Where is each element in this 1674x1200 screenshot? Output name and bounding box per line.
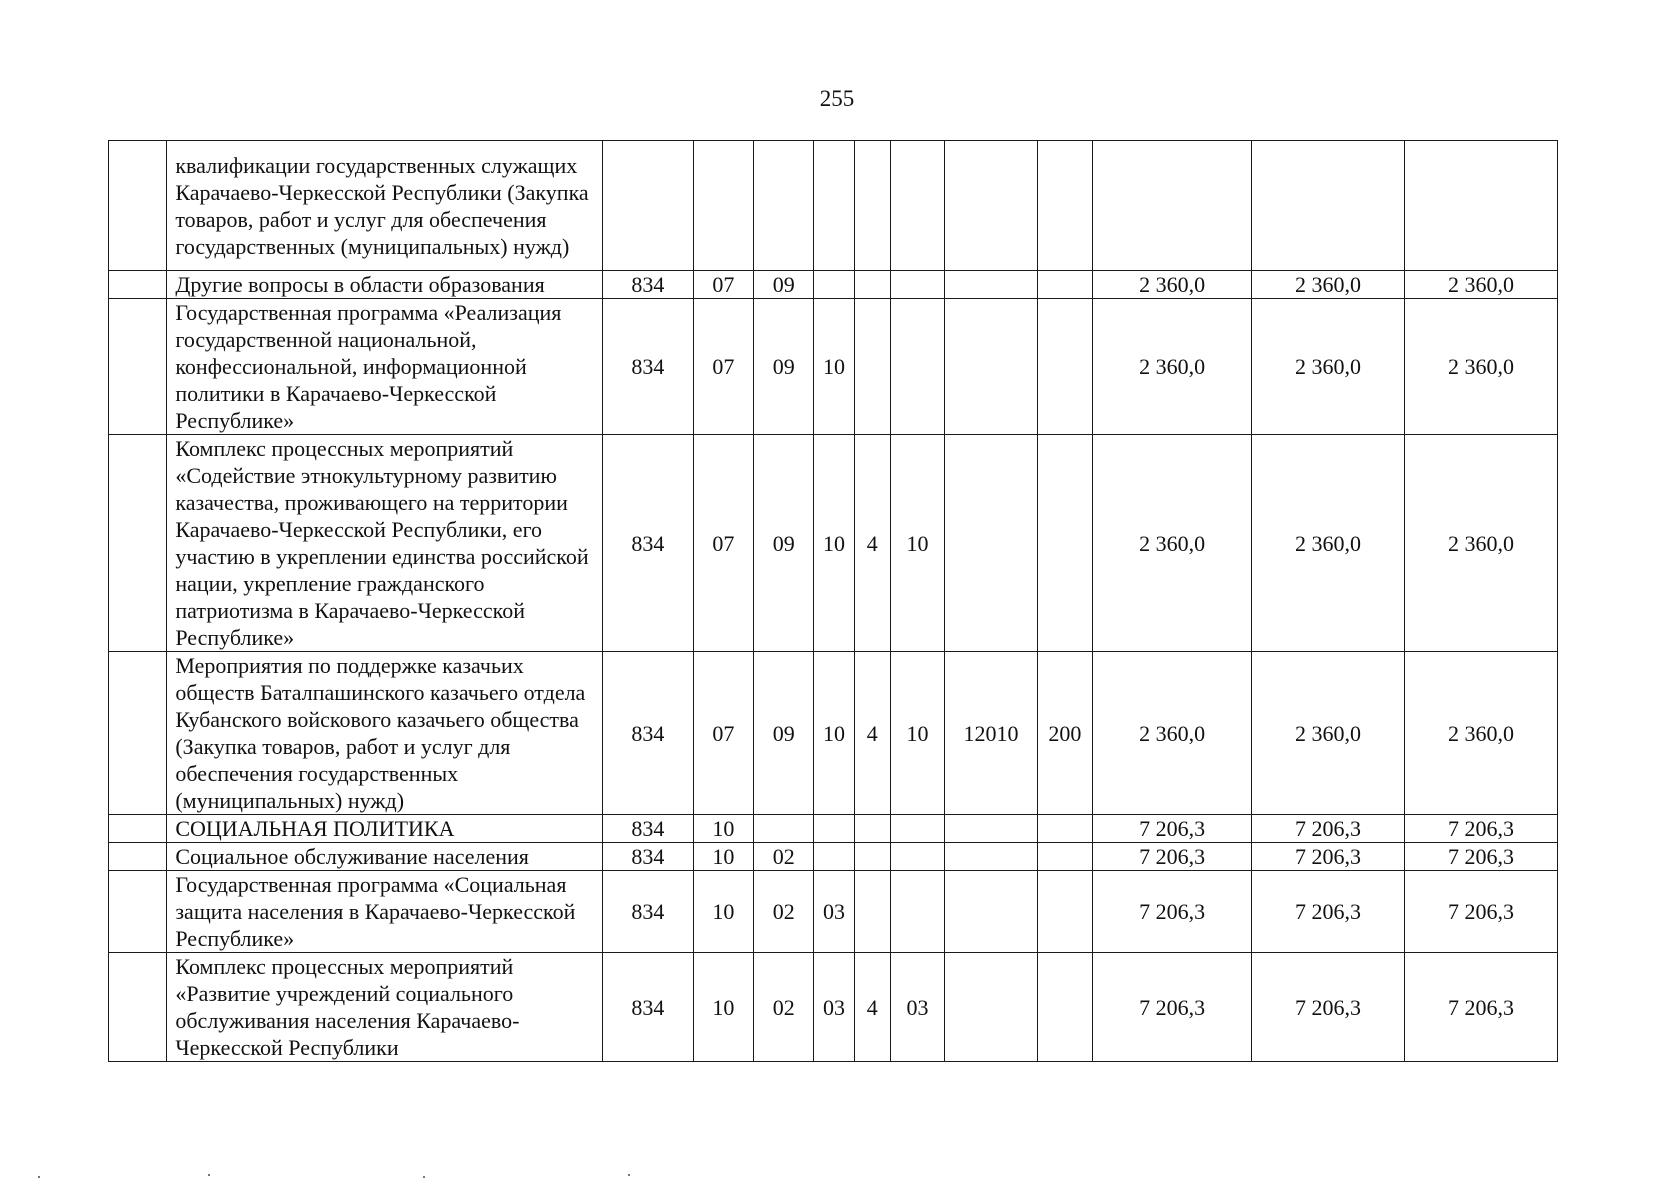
grbs-code: 834 bbox=[603, 953, 694, 1062]
amount-year-2: 2 360,0 bbox=[1252, 652, 1405, 815]
index-cell bbox=[109, 141, 167, 271]
amount-year-2: 7 206,3 bbox=[1252, 871, 1405, 953]
grbs-code: 834 bbox=[603, 652, 694, 815]
item-name: Комплекс процессных мероприятий «Развитие учреждений социального обслуживания населения Карачаево-Черкесской Республики bbox=[167, 953, 603, 1062]
index-cell bbox=[109, 652, 167, 815]
table-row bbox=[109, 815, 1558, 843]
section-code: 07 bbox=[693, 299, 753, 435]
grbs-code: 834 bbox=[603, 843, 694, 871]
amount-year-1: 7 206,3 bbox=[1093, 871, 1252, 953]
amount-year-2 bbox=[1252, 141, 1405, 271]
section-code: 10 bbox=[693, 871, 753, 953]
expense-type-code bbox=[1037, 815, 1092, 843]
direction-code bbox=[945, 299, 1038, 435]
amount-year-1 bbox=[1093, 141, 1252, 271]
amount-year-3: 2 360,0 bbox=[1405, 435, 1558, 652]
grbs-code: 834 bbox=[603, 871, 694, 953]
program-code: 03 bbox=[814, 871, 854, 953]
subsection-code: 09 bbox=[754, 299, 814, 435]
amount-year-3: 2 360,0 bbox=[1405, 652, 1558, 815]
direction-code bbox=[945, 815, 1038, 843]
section-code: 07 bbox=[693, 652, 753, 815]
table-row bbox=[109, 843, 1558, 871]
section-code: 10 bbox=[693, 843, 753, 871]
grbs-code: 834 bbox=[603, 299, 694, 435]
scan-specks bbox=[38, 1176, 638, 1178]
program-code: 10 bbox=[814, 299, 854, 435]
direction-code bbox=[945, 435, 1038, 652]
direction-code bbox=[945, 953, 1038, 1062]
section-code: 10 bbox=[693, 953, 753, 1062]
amount-year-3 bbox=[1405, 141, 1558, 271]
subprogram-code bbox=[890, 271, 944, 299]
grbs-code: 834 bbox=[603, 435, 694, 652]
program-code: 03 bbox=[814, 953, 854, 1062]
index-cell bbox=[109, 843, 167, 871]
amount-year-1: 7 206,3 bbox=[1093, 953, 1252, 1062]
subsection-code: 02 bbox=[754, 843, 814, 871]
budget-table bbox=[108, 140, 1558, 1062]
subsection-code: 02 bbox=[754, 871, 814, 953]
table-row bbox=[109, 953, 1558, 1062]
item-name: квалификации государственных служащих Карачаево-Черкесской Республики (Закупка товаров, работ и услуг для обеспечения государственных (муниципальных) нужд) bbox=[167, 141, 603, 271]
subsection-code bbox=[754, 141, 814, 271]
grbs-code: 834 bbox=[603, 815, 694, 843]
subsection-code: 09 bbox=[754, 435, 814, 652]
subprogram-type-code bbox=[854, 871, 890, 953]
amount-year-1: 2 360,0 bbox=[1093, 652, 1252, 815]
item-name: Мероприятия по поддержке казачьих обществ Баталпашинского казачьего отдела Кубанского войскового казачьего общества (Закупка товаров, работ и услуг для обеспечения государственных (муниципальных) нужд) bbox=[167, 652, 603, 815]
direction-code: 12010 bbox=[945, 652, 1038, 815]
amount-year-1: 7 206,3 bbox=[1093, 815, 1252, 843]
expense-type-code bbox=[1037, 299, 1092, 435]
expense-type-code bbox=[1037, 843, 1092, 871]
table-row bbox=[109, 871, 1558, 953]
amount-year-3: 2 360,0 bbox=[1405, 299, 1558, 435]
subprogram-type-code bbox=[854, 299, 890, 435]
subsection-code: 02 bbox=[754, 953, 814, 1062]
subprogram-type-code bbox=[854, 843, 890, 871]
amount-year-1: 2 360,0 bbox=[1093, 299, 1252, 435]
section-code: 07 bbox=[693, 435, 753, 652]
expense-type-code bbox=[1037, 953, 1092, 1062]
subsection-code bbox=[754, 815, 814, 843]
direction-code bbox=[945, 141, 1038, 271]
amount-year-3: 7 206,3 bbox=[1405, 815, 1558, 843]
index-cell bbox=[109, 871, 167, 953]
subprogram-type-code: 4 bbox=[854, 953, 890, 1062]
grbs-code: 834 bbox=[603, 271, 694, 299]
subprogram-code: 03 bbox=[890, 953, 944, 1062]
table-row bbox=[109, 652, 1558, 815]
subprogram-code: 10 bbox=[890, 652, 944, 815]
item-name: Комплекс процессных мероприятий «Содействие этнокультурному развитию казачества, проживающего на территории Карачаево-Черкесской Республики, его участию в укреплении единства российской нации, укрепление гражданского патриотизма в Карачаево-Черкесской Республике» bbox=[167, 435, 603, 652]
amount-year-3: 7 206,3 bbox=[1405, 953, 1558, 1062]
amount-year-1: 2 360,0 bbox=[1093, 435, 1252, 652]
grbs-code bbox=[603, 141, 694, 271]
table-body bbox=[109, 141, 1558, 1062]
program-code: 10 bbox=[814, 652, 854, 815]
index-cell bbox=[109, 271, 167, 299]
subprogram-code bbox=[890, 815, 944, 843]
program-code bbox=[814, 141, 854, 271]
subprogram-code bbox=[890, 843, 944, 871]
subsection-code: 09 bbox=[754, 271, 814, 299]
program-code: 10 bbox=[814, 435, 854, 652]
item-name: Социальное обслуживание населения bbox=[167, 843, 603, 871]
subprogram-code bbox=[890, 871, 944, 953]
subprogram-type-code bbox=[854, 271, 890, 299]
amount-year-2: 7 206,3 bbox=[1252, 953, 1405, 1062]
amount-year-3: 7 206,3 bbox=[1405, 843, 1558, 871]
expense-type-code bbox=[1037, 141, 1092, 271]
index-cell bbox=[109, 953, 167, 1062]
table-row bbox=[109, 435, 1558, 652]
subsection-code: 09 bbox=[754, 652, 814, 815]
index-cell bbox=[109, 815, 167, 843]
subprogram-code bbox=[890, 299, 944, 435]
index-cell bbox=[109, 299, 167, 435]
section-code: 10 bbox=[693, 815, 753, 843]
subprogram-code: 10 bbox=[890, 435, 944, 652]
subprogram-code bbox=[890, 141, 944, 271]
section-code bbox=[693, 141, 753, 271]
amount-year-2: 2 360,0 bbox=[1252, 299, 1405, 435]
program-code bbox=[814, 815, 854, 843]
page-number: 255 bbox=[819, 86, 855, 111]
amount-year-2: 7 206,3 bbox=[1252, 815, 1405, 843]
expense-type-code bbox=[1037, 271, 1092, 299]
section-code: 07 bbox=[693, 271, 753, 299]
expense-type-code bbox=[1037, 435, 1092, 652]
expense-type-code: 200 bbox=[1037, 652, 1092, 815]
direction-code bbox=[945, 843, 1038, 871]
subprogram-type-code bbox=[854, 815, 890, 843]
amount-year-2: 2 360,0 bbox=[1252, 271, 1405, 299]
item-name: Государственная программа «Социальная защита населения в Карачаево-Черкесской Республике» bbox=[167, 871, 603, 953]
subprogram-type-code: 4 bbox=[854, 435, 890, 652]
amount-year-1: 7 206,3 bbox=[1093, 843, 1252, 871]
item-name: СОЦИАЛЬНАЯ ПОЛИТИКА bbox=[167, 815, 603, 843]
table-row bbox=[109, 299, 1558, 435]
table-row bbox=[109, 141, 1558, 271]
amount-year-3: 7 206,3 bbox=[1405, 871, 1558, 953]
amount-year-3: 2 360,0 bbox=[1405, 271, 1558, 299]
amount-year-1: 2 360,0 bbox=[1093, 271, 1252, 299]
amount-year-2: 2 360,0 bbox=[1252, 435, 1405, 652]
direction-code bbox=[945, 271, 1038, 299]
direction-code bbox=[945, 871, 1038, 953]
item-name: Государственная программа «Реализация государственной национальной, конфессиональной, информационной политики в Карачаево-Черкесской Республике» bbox=[167, 299, 603, 435]
item-name: Другие вопросы в области образования bbox=[167, 271, 603, 299]
program-code bbox=[814, 271, 854, 299]
index-cell bbox=[109, 435, 167, 652]
expense-type-code bbox=[1037, 871, 1092, 953]
amount-year-2: 7 206,3 bbox=[1252, 843, 1405, 871]
program-code bbox=[814, 843, 854, 871]
subprogram-type-code: 4 bbox=[854, 652, 890, 815]
table-row bbox=[109, 271, 1558, 299]
subprogram-type-code bbox=[854, 141, 890, 271]
